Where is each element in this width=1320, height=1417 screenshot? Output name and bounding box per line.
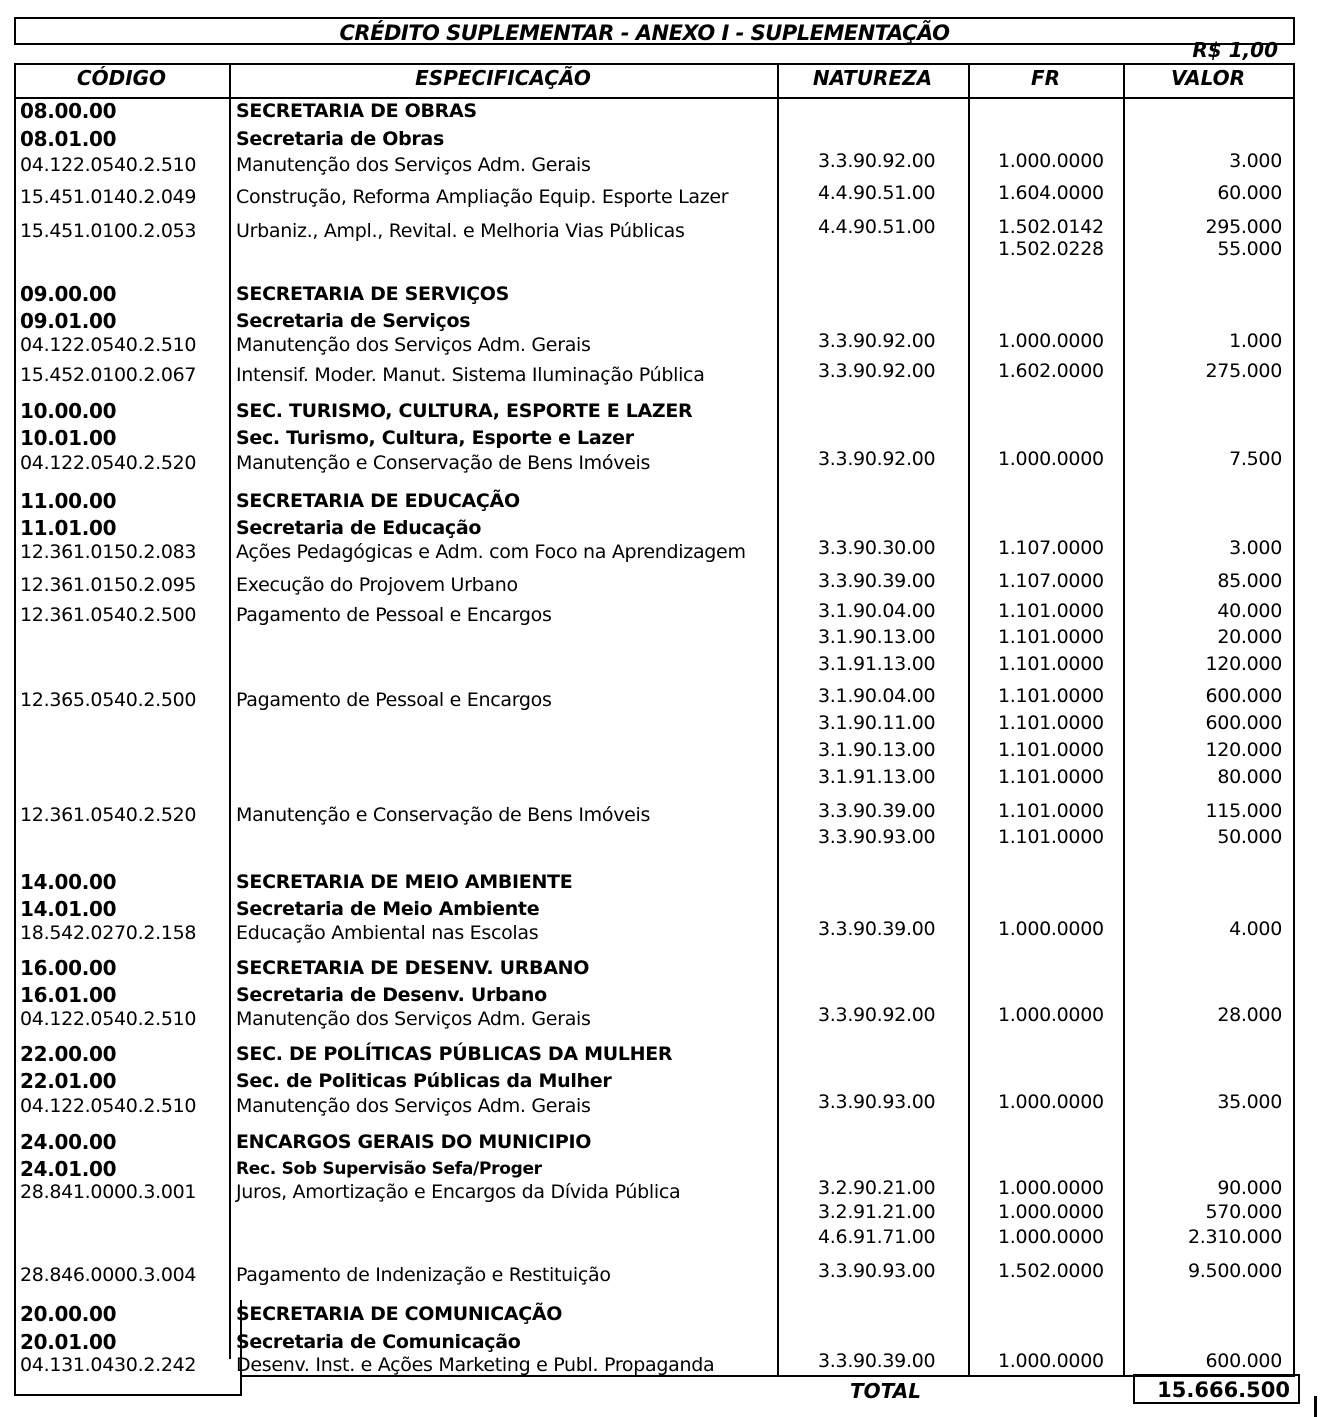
row-especificacao: Juros, Amortização e Encargos da Dívida Pública bbox=[236, 1181, 681, 1203]
row-fr: 1.101.0000 bbox=[998, 600, 1104, 622]
row-codigo: 28.841.0000.3.001 bbox=[20, 1181, 197, 1203]
row-natureza: 3.3.90.92.00 bbox=[818, 1004, 936, 1026]
row-especificacao: Manutenção dos Serviços Adm. Gerais bbox=[236, 334, 591, 356]
row-natureza: 3.3.90.39.00 bbox=[818, 918, 936, 940]
row-fr: 1.000.0000 bbox=[998, 1091, 1104, 1113]
row-especificacao: Sec. Turismo, Cultura, Esporte e Lazer bbox=[236, 427, 634, 449]
row-valor: 80.000 bbox=[1217, 766, 1282, 788]
row-fr: 1.000.0000 bbox=[998, 1004, 1104, 1026]
row-codigo: 14.00.00 bbox=[20, 870, 117, 894]
column-divider-especificacao bbox=[777, 63, 779, 1377]
row-natureza: 3.3.90.93.00 bbox=[818, 826, 936, 848]
row-valor: 7.500 bbox=[1229, 448, 1282, 470]
row-especificacao: Rec. Sob Supervisão Sefa/Proger bbox=[236, 1159, 542, 1179]
row-especificacao: Educação Ambiental nas Escolas bbox=[236, 922, 539, 944]
row-codigo: 15.451.0100.2.053 bbox=[20, 220, 197, 242]
row-especificacao: Manutenção dos Serviços Adm. Gerais bbox=[236, 154, 591, 176]
row-fr: 1.604.0000 bbox=[998, 182, 1104, 204]
row-valor: 28.000 bbox=[1217, 1004, 1282, 1026]
row-codigo: 12.361.0540.2.520 bbox=[20, 804, 197, 826]
row-especificacao: Secretaria de Serviços bbox=[236, 310, 471, 332]
row-valor: 50.000 bbox=[1217, 826, 1282, 848]
total-value: 15.666.500 bbox=[1157, 1378, 1290, 1402]
row-fr: 1.101.0000 bbox=[998, 685, 1104, 707]
row-especificacao: SEC. TURISMO, CULTURA, ESPORTE E LAZER bbox=[236, 400, 693, 422]
row-codigo: 11.00.00 bbox=[20, 489, 117, 513]
row-valor: 115.000 bbox=[1205, 800, 1282, 822]
row-valor: 60.000 bbox=[1217, 182, 1282, 204]
row-natureza: 3.3.90.30.00 bbox=[818, 537, 936, 559]
row-natureza: 3.3.90.92.00 bbox=[818, 360, 936, 382]
row-especificacao: Secretaria de Desenv. Urbano bbox=[236, 984, 547, 1006]
row-valor: 85.000 bbox=[1217, 570, 1282, 592]
row-valor: 4.000 bbox=[1229, 918, 1282, 940]
row-codigo: 22.01.00 bbox=[20, 1069, 117, 1093]
row-valor: 3.000 bbox=[1229, 150, 1282, 172]
row-fr: 1.000.0000 bbox=[998, 1350, 1104, 1372]
table-left-border bbox=[14, 63, 16, 1395]
row-valor: 120.000 bbox=[1205, 653, 1282, 675]
row-especificacao: SECRETARIA DE EDUCAÇÃO bbox=[236, 490, 520, 512]
row-fr: 1.101.0000 bbox=[998, 739, 1104, 761]
row-especificacao: Pagamento de Indenização e Restituição bbox=[236, 1264, 611, 1286]
row-fr: 1.502.0142 bbox=[998, 216, 1104, 238]
row-natureza: 3.3.90.39.00 bbox=[818, 570, 936, 592]
row-especificacao: Urbaniz., Ampl., Revital. e Melhoria Vias Públicas bbox=[236, 220, 685, 242]
row-natureza: 3.3.90.39.00 bbox=[818, 800, 936, 822]
row-especificacao: SECRETARIA DE SERVIÇOS bbox=[236, 283, 510, 305]
row-fr: 1.000.0000 bbox=[998, 1201, 1104, 1223]
row-fr: 1.101.0000 bbox=[998, 826, 1104, 848]
row-codigo: 12.365.0540.2.500 bbox=[20, 689, 197, 711]
row-fr: 1.101.0000 bbox=[998, 800, 1104, 822]
row-codigo: 20.00.00 bbox=[20, 1302, 117, 1326]
row-especificacao: Manutenção dos Serviços Adm. Gerais bbox=[236, 1095, 591, 1117]
row-valor: 120.000 bbox=[1205, 739, 1282, 761]
row-codigo: 16.01.00 bbox=[20, 983, 117, 1007]
total-box bbox=[1133, 1374, 1300, 1404]
row-valor: 55.000 bbox=[1217, 238, 1282, 260]
table-right-border bbox=[1293, 63, 1295, 1377]
row-codigo: 12.361.0150.2.083 bbox=[20, 541, 197, 563]
row-especificacao: Secretaria de Comunicação bbox=[236, 1331, 521, 1353]
row-fr: 1.107.0000 bbox=[998, 537, 1104, 559]
row-fr: 1.101.0000 bbox=[998, 766, 1104, 788]
row-natureza: 3.1.90.04.00 bbox=[818, 600, 936, 622]
row-fr: 1.000.0000 bbox=[998, 918, 1104, 940]
row-natureza: 3.1.90.11.00 bbox=[818, 712, 936, 734]
row-valor: 9.500.000 bbox=[1188, 1260, 1282, 1282]
currency-unit: R$ 1,00 bbox=[1192, 38, 1278, 62]
row-natureza: 3.3.90.92.00 bbox=[818, 448, 936, 470]
row-especificacao: Ações Pedagógicas e Adm. com Foco na Aprendizagem bbox=[236, 541, 746, 563]
column-divider-natureza bbox=[968, 63, 970, 1377]
row-codigo: 18.542.0270.2.158 bbox=[20, 922, 197, 944]
row-fr: 1.101.0000 bbox=[998, 626, 1104, 648]
row-natureza: 3.1.91.13.00 bbox=[818, 766, 936, 788]
row-especificacao: Pagamento de Pessoal e Encargos bbox=[236, 689, 552, 711]
row-codigo: 04.122.0540.2.510 bbox=[20, 1095, 197, 1117]
row-codigo: 09.01.00 bbox=[20, 309, 117, 333]
row-natureza: 3.2.90.21.00 bbox=[818, 1177, 936, 1199]
row-codigo: 08.01.00 bbox=[20, 127, 117, 151]
row-valor: 90.000 bbox=[1217, 1177, 1282, 1199]
row-natureza: 3.1.90.13.00 bbox=[818, 626, 936, 648]
column-divider-codigo bbox=[229, 63, 231, 1359]
row-natureza: 4.4.90.51.00 bbox=[818, 182, 936, 204]
row-valor: 600.000 bbox=[1205, 712, 1282, 734]
row-fr: 1.502.0000 bbox=[998, 1260, 1104, 1282]
margin-mark bbox=[1314, 1396, 1317, 1417]
row-natureza: 3.1.90.04.00 bbox=[818, 685, 936, 707]
row-natureza: 3.3.90.92.00 bbox=[818, 330, 936, 352]
header-fr: FR bbox=[1030, 66, 1061, 90]
row-fr: 1.502.0228 bbox=[998, 238, 1104, 260]
row-codigo: 11.01.00 bbox=[20, 516, 117, 540]
row-codigo: 16.00.00 bbox=[20, 956, 117, 980]
row-especificacao: SECRETARIA DE OBRAS bbox=[236, 100, 477, 122]
row-codigo: 14.01.00 bbox=[20, 897, 117, 921]
row-especificacao: Desenv. Inst. e Ações Marketing e Publ. Propaganda bbox=[236, 1354, 715, 1376]
row-natureza: 4.6.91.71.00 bbox=[818, 1226, 936, 1248]
row-codigo: 04.122.0540.2.520 bbox=[20, 452, 197, 474]
row-especificacao: Secretaria de Meio Ambiente bbox=[236, 898, 540, 920]
row-valor: 600.000 bbox=[1205, 685, 1282, 707]
row-natureza: 4.4.90.51.00 bbox=[818, 216, 936, 238]
row-fr: 1.101.0000 bbox=[998, 653, 1104, 675]
row-codigo: 12.361.0540.2.500 bbox=[20, 604, 197, 626]
row-codigo: 10.00.00 bbox=[20, 399, 117, 423]
row-fr: 1.602.0000 bbox=[998, 360, 1104, 382]
document-title-box bbox=[14, 17, 1295, 45]
row-codigo: 04.122.0540.2.510 bbox=[20, 154, 197, 176]
row-fr: 1.000.0000 bbox=[998, 448, 1104, 470]
row-codigo: 10.01.00 bbox=[20, 426, 117, 450]
row-especificacao: Manutenção e Conservação de Bens Imóveis bbox=[236, 452, 651, 474]
row-especificacao: SECRETARIA DE DESENV. URBANO bbox=[236, 957, 590, 979]
total-label: TOTAL bbox=[850, 1379, 921, 1403]
row-codigo: 12.361.0150.2.095 bbox=[20, 574, 197, 596]
document-title: CRÉDITO SUPLEMENTAR - ANEXO I - SUPLEMENTAÇÃO bbox=[339, 21, 950, 45]
row-natureza: 3.1.90.13.00 bbox=[818, 739, 936, 761]
row-fr: 1.000.0000 bbox=[998, 150, 1104, 172]
row-valor: 2.310.000 bbox=[1188, 1226, 1282, 1248]
row-especificacao: Manutenção dos Serviços Adm. Gerais bbox=[236, 1008, 591, 1030]
row-especificacao: Pagamento de Pessoal e Encargos bbox=[236, 604, 552, 626]
row-codigo: 20.01.00 bbox=[20, 1330, 117, 1354]
row-codigo: 24.00.00 bbox=[20, 1130, 117, 1154]
row-especificacao: SEC. DE POLÍTICAS PÚBLICAS DA MULHER bbox=[236, 1043, 673, 1065]
row-especificacao: Secretaria de Educação bbox=[236, 517, 482, 539]
row-fr: 1.000.0000 bbox=[998, 1177, 1104, 1199]
row-especificacao: Execução do Projovem Urbano bbox=[236, 574, 518, 596]
row-codigo: 24.01.00 bbox=[20, 1157, 117, 1181]
row-valor: 295.000 bbox=[1205, 216, 1282, 238]
row-codigo: 15.451.0140.2.049 bbox=[20, 186, 197, 208]
row-valor: 275.000 bbox=[1205, 360, 1282, 382]
row-codigo: 09.00.00 bbox=[20, 282, 117, 306]
row-fr: 1.000.0000 bbox=[998, 1226, 1104, 1248]
row-valor: 3.000 bbox=[1229, 537, 1282, 559]
row-especificacao: Secretaria de Obras bbox=[236, 128, 444, 150]
row-natureza: 3.3.90.39.00 bbox=[818, 1350, 936, 1372]
row-codigo: 22.00.00 bbox=[20, 1042, 117, 1066]
row-especificacao: Construção, Reforma Ampliação Equip. Esporte Lazer bbox=[236, 186, 729, 208]
row-valor: 600.000 bbox=[1205, 1350, 1282, 1372]
header-valor: VALOR bbox=[1170, 66, 1246, 90]
column-divider-fr bbox=[1123, 63, 1125, 1377]
row-valor: 20.000 bbox=[1217, 626, 1282, 648]
row-especificacao: SECRETARIA DE COMUNICAÇÃO bbox=[236, 1303, 563, 1325]
header-natureza: NATUREZA bbox=[812, 66, 933, 90]
row-valor: 40.000 bbox=[1217, 600, 1282, 622]
header-especificacao: ESPECIFICAÇÃO bbox=[415, 66, 591, 90]
row-especificacao: Intensif. Moder. Manut. Sistema Iluminação Pública bbox=[236, 364, 705, 386]
row-fr: 1.107.0000 bbox=[998, 570, 1104, 592]
row-codigo: 28.846.0000.3.004 bbox=[20, 1264, 197, 1286]
header-underline bbox=[14, 97, 1295, 99]
row-codigo: 08.00.00 bbox=[20, 99, 117, 123]
row-natureza: 3.3.90.93.00 bbox=[818, 1091, 936, 1113]
header-codigo: CÓDIGO bbox=[76, 66, 167, 90]
row-especificacao: Sec. de Politicas Públicas da Mulher bbox=[236, 1070, 612, 1092]
row-valor: 1.000 bbox=[1229, 330, 1282, 352]
row-natureza: 3.3.90.93.00 bbox=[818, 1260, 936, 1282]
row-especificacao: SECRETARIA DE MEIO AMBIENTE bbox=[236, 871, 573, 893]
row-codigo: 04.122.0540.2.510 bbox=[20, 1008, 197, 1030]
row-valor: 570.000 bbox=[1205, 1201, 1282, 1223]
row-especificacao: Manutenção e Conservação de Bens Imóveis bbox=[236, 804, 651, 826]
row-codigo: 15.452.0100.2.067 bbox=[20, 364, 197, 386]
row-codigo: 04.122.0540.2.510 bbox=[20, 334, 197, 356]
row-fr: 1.101.0000 bbox=[998, 712, 1104, 734]
row-especificacao: ENCARGOS GERAIS DO MUNICIPIO bbox=[236, 1131, 592, 1153]
row-natureza: 3.1.91.13.00 bbox=[818, 653, 936, 675]
row-natureza: 3.2.91.21.00 bbox=[818, 1201, 936, 1223]
row-fr: 1.000.0000 bbox=[998, 330, 1104, 352]
row-valor: 35.000 bbox=[1217, 1091, 1282, 1113]
row-codigo: 04.131.0430.2.242 bbox=[20, 1354, 197, 1376]
row-natureza: 3.3.90.92.00 bbox=[818, 150, 936, 172]
table-bottom-line-left bbox=[14, 1394, 242, 1396]
